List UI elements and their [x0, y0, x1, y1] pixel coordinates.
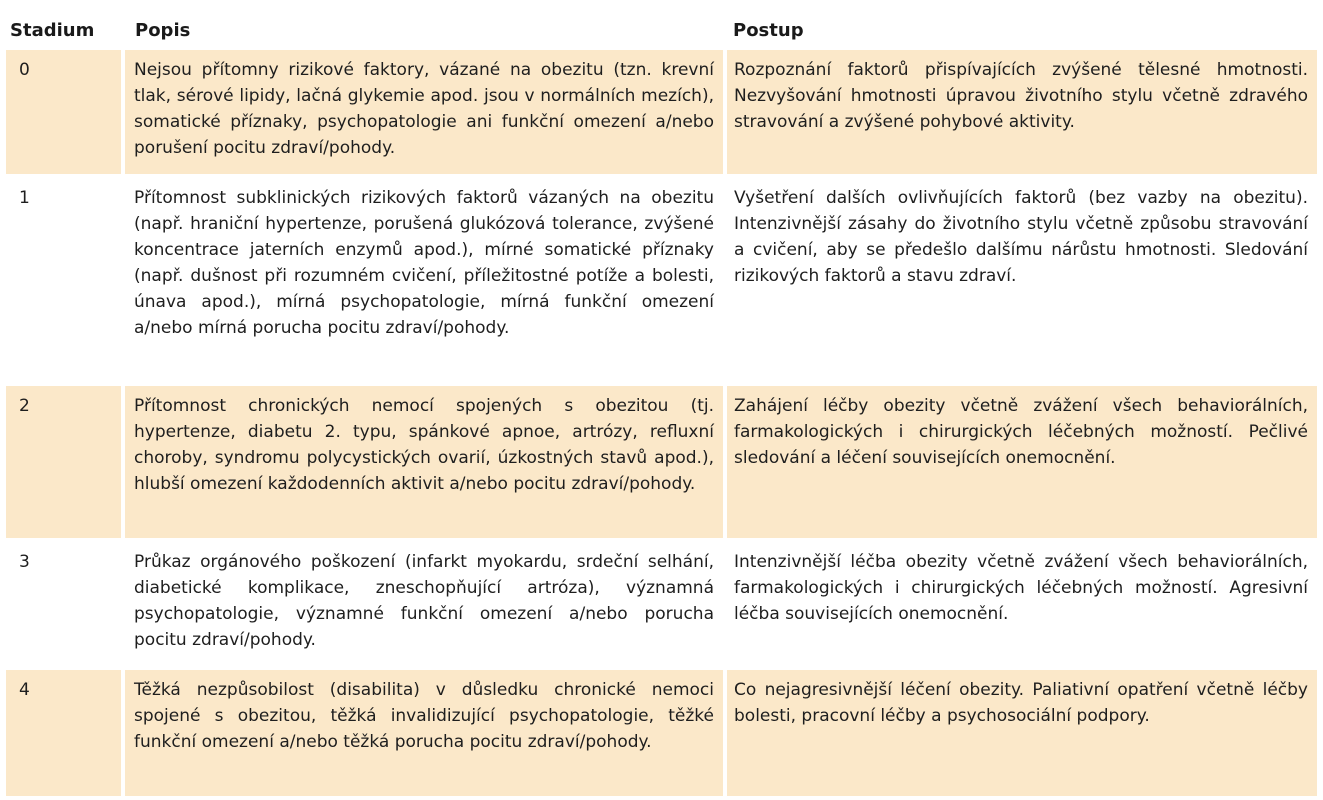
table-row-stage-4 [0, 670, 1323, 796]
postup-cell: Vyšetření dalších ovlivňujících faktorů (bez vazby na obezitu). Intenzivnější zásahy do životního stylu včetně způsobu stravování a cvičení, aby se předešlo dalšímu nárůstu hmotnosti. Sledování rizikových faktorů a stavu zdraví. [734, 188, 1308, 286]
header-stadium: Stadium [10, 20, 95, 41]
table-header [0, 0, 1323, 50]
stadium-cell: 0 [6, 50, 121, 174]
table-row-stage-1 [0, 178, 1323, 382]
stadium-cell: 4 [6, 670, 121, 796]
popis-cell: Průkaz orgánového poškození (infarkt myokardu, srdeční selhání, diabetické komplikace, zneschopňující artróza), významná psychopatologie, významné funkční omezení a/nebo porucha pocitu zdraví/pohody. [134, 552, 714, 650]
postup-cell: Rozpoznání faktorů přispívajících zvýšené tělesné hmotnosti. Nezvyšování hmotnosti úpravou životního stylu včetně zdravého stravování a zvýšené pohybové aktivity. [727, 50, 1317, 174]
popis-cell: Těžká nezpůsobilost (disabilita) v důsledku chronické nemoci spojené s obezitou, těžká invalidizující psychopatologie, těžké funkční omezení a/nebo těžká porucha pocitu zdraví/pohody. [125, 670, 723, 796]
stadium-cell: 2 [6, 386, 121, 538]
postup-cell: Co nejagresivnější léčení obezity. Paliativní opatření včetně léčby bolesti, pracovní léčby a psychosociální podpory. [727, 670, 1317, 796]
header-postup: Postup [733, 20, 804, 41]
postup-cell: Intenzivnější léčba obezity včetně zvážení všech behaviorálních, farmakologických i chirurgických léčebných možností. Agresivní léčba souvisejících onemocnění. [734, 552, 1308, 624]
table-row-stage-2 [0, 386, 1323, 538]
popis-cell: Přítomnost subklinických rizikových faktorů vázaných na obezitu (např. hraniční hypertenze, porušená glukózová tolerance, zvýšené koncentrace jaterních enzymů apod.), mírné somatické příznaky (např. dušnost při rozumném cvičení, příležitostné potíže a bolesti, únava apod.), mírná psychopatologie, mírná funkční omezení a/nebo mírná porucha pocitu zdraví/pohody. [134, 188, 714, 338]
table-row-stage-0 [0, 50, 1323, 174]
header-popis: Popis [135, 20, 191, 41]
popis-cell: Nejsou přítomny rizikové faktory, vázané na obezitu (tzn. krevní tlak, sérové lipidy, lačná glykemie apod. jsou v normálních mezích), somatické příznaky, psychopatologie ani funkční omezení a/nebo porušení pocitu zdraví/pohody. [125, 50, 723, 174]
stadium-cell: 1 [19, 188, 30, 208]
stadium-cell: 3 [19, 552, 30, 572]
postup-cell: Zahájení léčby obezity včetně zvážení všech behaviorálních, farmakologických i chirurgických léčebných možností. Pečlivé sledování a léčení souvisejících onemocnění. [727, 386, 1317, 538]
table-row-stage-3 [0, 542, 1323, 666]
popis-cell: Přítomnost chronických nemocí spojených s obezitou (tj. hypertenze, diabetu 2. typu, spánkové apnoe, artrózy, refluxní choroby, syndromu polycystických ovarií, úzkostných stavů apod.), hlubší omezení každodenních aktivit a/nebo pocitu zdraví/pohody. [125, 386, 723, 538]
